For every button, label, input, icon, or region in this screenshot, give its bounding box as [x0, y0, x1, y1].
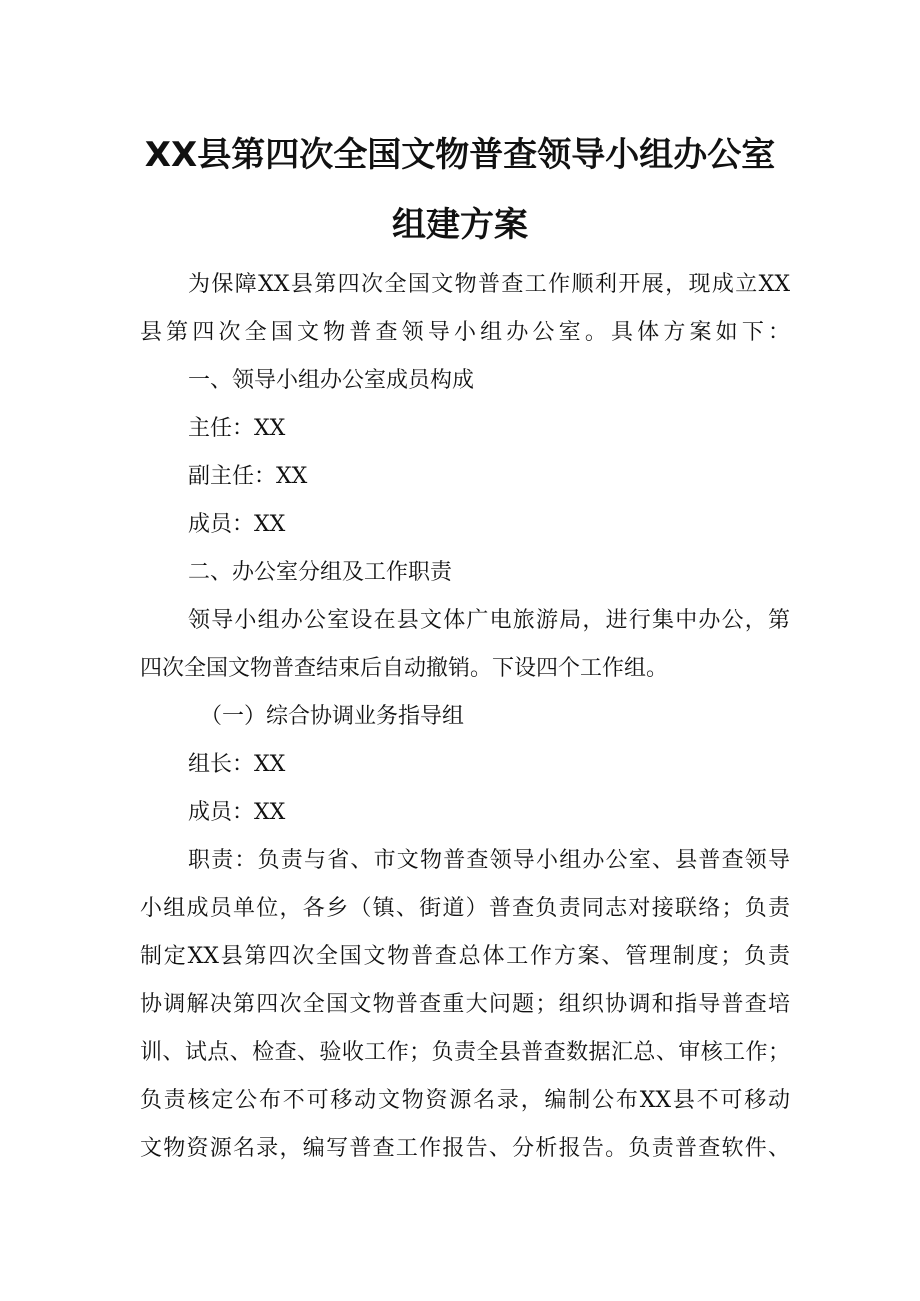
paragraph-line: 小组成员单位，各乡（镇、街道）普查负责同志对接联络；负责	[140, 896, 790, 921]
subsection-heading: （一）综合协调业务指导组	[200, 704, 465, 729]
paragraph-line: 负责核定公布不可移动文物资源名录，编制公布XX县不可移动	[140, 1088, 790, 1113]
paragraph-line: 副主任：XX	[188, 464, 308, 489]
paragraph-line: 成员：XX	[188, 512, 286, 537]
paragraph-line: 训、试点、检查、验收工作；负责全县普查数据汇总、审核工作；	[140, 1040, 790, 1065]
paragraph-line: 文物资源名录，编写普查工作报告、分析报告。负责普查软件、	[140, 1136, 790, 1161]
paragraph-line: 主任：XX	[188, 416, 286, 441]
paragraph-line: 为保障XX县第四次全国文物普查工作顺利开展，现成立XX	[188, 272, 790, 297]
paragraph-line: 组长：XX	[188, 752, 286, 777]
title-line-2: 组建方案	[392, 205, 528, 245]
paragraph-line: 领导小组办公室设在县文体广电旅游局，进行集中办公，第	[188, 608, 790, 633]
paragraph-line: 协调解决第四次全国文物普查重大问题；组织协调和指导普查培	[140, 992, 790, 1017]
paragraph-line: 县第四次全国文物普查领导小组办公室。具体方案如下：	[140, 320, 790, 345]
paragraph-line: 职责：负责与省、市文物普查领导小组办公室、县普查领导	[188, 848, 790, 873]
section-heading: 二、办公室分组及工作职责	[188, 560, 453, 585]
paragraph-line: 四次全国文物普查结束后自动撤销。下设四个工作组。	[140, 656, 669, 681]
title-line-1: XX县第四次全国文物普查领导小组办公室	[144, 135, 776, 175]
paragraph-line: 制定XX县第四次全国文物普查总体工作方案、管理制度；负责	[140, 944, 790, 969]
section-heading: 一、领导小组办公室成员构成	[188, 368, 475, 393]
paragraph-line: 成员：XX	[188, 800, 286, 825]
